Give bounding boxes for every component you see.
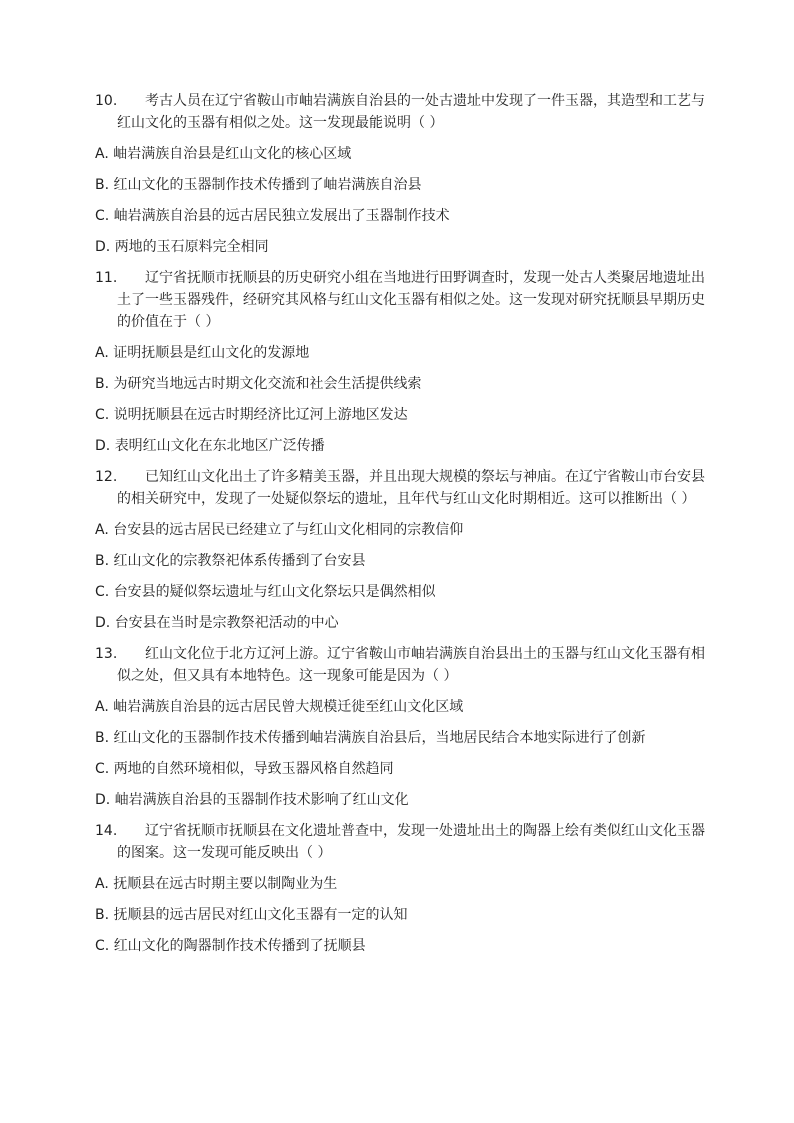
- question-text: 辽宁省抚顺市抚顺县的历史研究小组在当地进行田野调查时，发现一处古人类聚居地遗址出土了一些玉器残件，经研究其风格与红山文化玉器有相似之处。这一发现对研究抚顺县早期历史的价值在于（ ）: [117, 270, 705, 330]
- option-text: 红山文化的陶器制作技术传播到了抚顺县: [113, 938, 366, 954]
- question-text: 已知红山文化出土了许多精美玉器，并且出现大规模的祭坛与神庙。在辽宁省鞍山市台安县的相关研究中，发现了一处疑似祭坛的遗址，且年代与红山文化时期相近。这可以推断出（ ）: [117, 469, 705, 507]
- option-b[interactable]: [95, 373, 705, 395]
- option-text: 抚顺县在远古时期主要以制陶业为生: [113, 876, 338, 892]
- option-text: 岫岩满族自治县的远古居民独立发展出了玉器制作技术: [113, 208, 450, 224]
- option-b[interactable]: [95, 904, 705, 926]
- option-letter: A.: [95, 345, 109, 361]
- option-c[interactable]: [95, 758, 705, 780]
- option-text: 台安县的疑似祭坛遗址与红山文化祭坛只是偶然相似: [113, 584, 436, 600]
- option-d[interactable]: [95, 236, 705, 258]
- option-letter: B.: [95, 907, 110, 923]
- question-number: 13.: [95, 646, 118, 662]
- question-10: [95, 90, 705, 258]
- option-b[interactable]: [95, 727, 705, 749]
- option-letter: A.: [95, 522, 109, 538]
- option-d[interactable]: [95, 435, 705, 457]
- option-letter: A.: [95, 146, 109, 162]
- option-letter: B.: [95, 553, 110, 569]
- option-text: 红山文化的玉器制作技术传播到岫岩满族自治县后，当地居民结合本地实际进行了创新: [113, 730, 646, 746]
- option-text: 岫岩满族自治县的玉器制作技术影响了红山文化: [114, 792, 409, 808]
- option-c[interactable]: [95, 581, 705, 603]
- question-stem: [95, 267, 705, 333]
- option-text: 台安县的远古居民已经建立了与红山文化相同的宗教信仰: [113, 522, 464, 538]
- question-14: [95, 820, 705, 957]
- option-text: 两地的玉石原料完全相同: [114, 239, 269, 255]
- option-text: 红山文化的宗教祭祀体系传播到了台安县: [113, 553, 366, 569]
- option-text: 两地的自然环境相似，导致玉器风格自然趋同: [113, 761, 394, 777]
- option-text: 台安县在当时是宗教祭祀活动的中心: [114, 615, 339, 631]
- option-b[interactable]: [95, 550, 705, 572]
- option-letter: A.: [95, 876, 109, 892]
- question-number: 10.: [95, 93, 118, 109]
- option-text: 表明红山文化在东北地区广泛传播: [114, 438, 325, 454]
- option-a[interactable]: [95, 873, 705, 895]
- option-letter: D.: [95, 239, 111, 255]
- question-11: [95, 267, 705, 457]
- option-c[interactable]: [95, 404, 705, 426]
- question-number: 14.: [95, 823, 118, 839]
- option-letter: C.: [95, 584, 110, 600]
- option-text: 岫岩满族自治县是红山文化的核心区域: [113, 146, 352, 162]
- option-letter: A.: [95, 699, 109, 715]
- option-text: 为研究当地远古时期文化交流和社会生活提供线索: [113, 376, 422, 392]
- option-letter: B.: [95, 376, 110, 392]
- option-a[interactable]: [95, 696, 705, 718]
- question-stem: [95, 466, 705, 510]
- option-text: 红山文化的玉器制作技术传播到了岫岩满族自治县: [113, 177, 422, 193]
- option-text: 证明抚顺县是红山文化的发源地: [113, 345, 310, 361]
- option-letter: D.: [95, 792, 111, 808]
- question-text: 辽宁省抚顺市抚顺县在文化遗址普查中，发现一处遗址出土的陶器上绘有类似红山文化玉器的图案。这一发现可能反映出（ ）: [117, 823, 705, 861]
- option-a[interactable]: [95, 519, 705, 541]
- question-list: [95, 90, 705, 966]
- question-stem: [95, 90, 705, 134]
- option-letter: C.: [95, 761, 110, 777]
- option-c[interactable]: [95, 205, 705, 227]
- option-letter: D.: [95, 615, 111, 631]
- option-letter: C.: [95, 407, 110, 423]
- option-d[interactable]: [95, 612, 705, 634]
- option-text: 说明抚顺县在远古时期经济比辽河上游地区发达: [113, 407, 408, 423]
- option-text: 岫岩满族自治县的远古居民曾大规模迁徙至红山文化区域: [113, 699, 464, 715]
- question-13: [95, 643, 705, 811]
- option-a[interactable]: [95, 342, 705, 364]
- option-letter: B.: [95, 730, 110, 746]
- option-text: 抚顺县的远古居民对红山文化玉器有一定的认知: [113, 907, 408, 923]
- option-letter: D.: [95, 438, 111, 454]
- option-b[interactable]: [95, 174, 705, 196]
- question-text: 考古人员在辽宁省鞍山市岫岩满族自治县的一处古遗址中发现了一件玉器，其造型和工艺与红山文化的玉器有相似之处。这一发现最能说明（ ）: [117, 93, 705, 131]
- option-letter: B.: [95, 177, 110, 193]
- question-12: [95, 466, 705, 634]
- option-d[interactable]: [95, 789, 705, 811]
- option-c[interactable]: [95, 935, 705, 957]
- question-number: 12.: [95, 469, 118, 485]
- question-stem: [95, 643, 705, 687]
- question-number: 11.: [95, 270, 118, 286]
- question-text: 红山文化位于北方辽河上游。辽宁省鞍山市岫岩满族自治县出土的玉器与红山文化玉器有相似之处，但又具有本地特色。这一现象可能是因为（ ）: [117, 646, 705, 684]
- option-letter: C.: [95, 938, 110, 954]
- question-stem: [95, 820, 705, 864]
- option-a[interactable]: [95, 143, 705, 165]
- option-letter: C.: [95, 208, 110, 224]
